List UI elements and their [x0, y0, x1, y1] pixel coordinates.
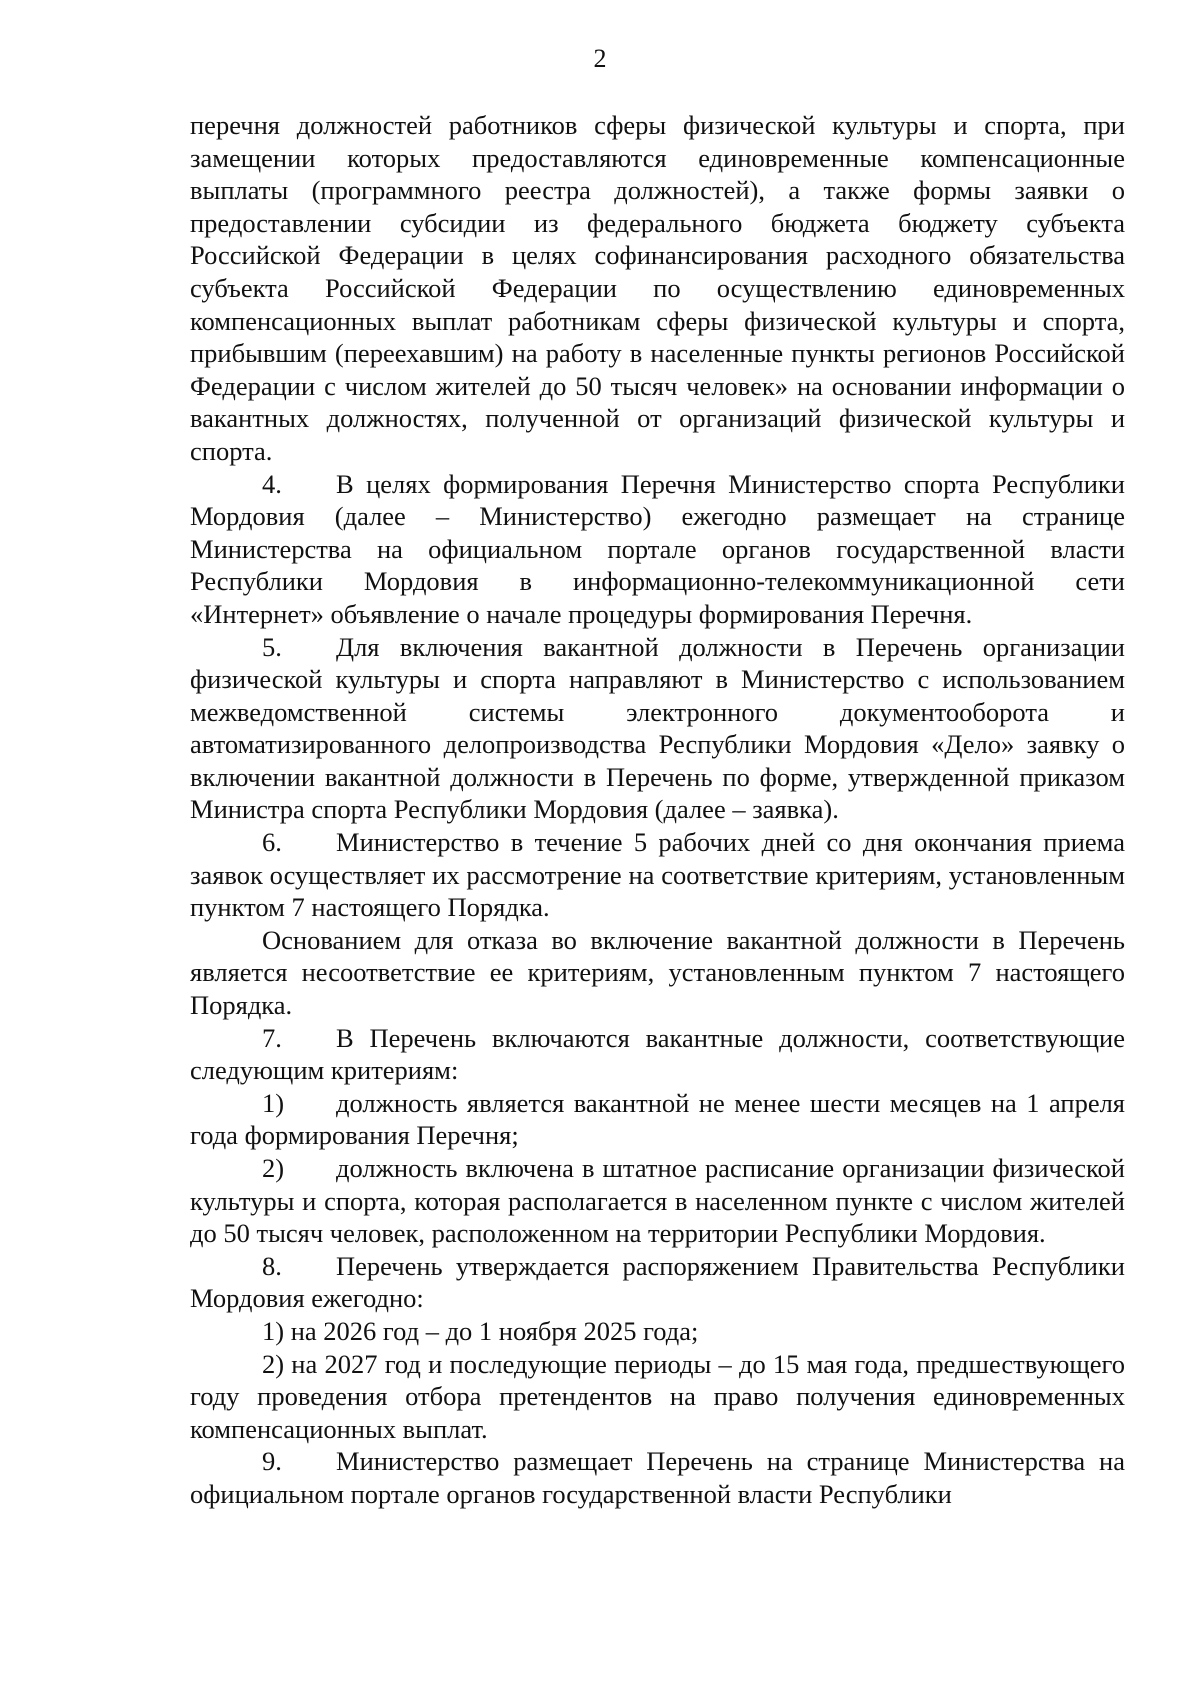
criterion-2: [190, 1152, 1125, 1250]
paragraph-9-number: 9.: [262, 1446, 282, 1477]
deadline-1: 1) на 2026 год – до 1 ноября 2025 года;: [262, 1315, 699, 1346]
paragraph-continuation: перечня должностей работников сферы физической культуры и спорта, при замещении которых предоставляются единовременные компенсационные выплаты (программного реестра должностей), а также формы заявки о предоставлении субсидии из федерального бюджета бюджету субъекта Российской Федерации в целях софинансирования расходного обязательства субъекта Российской Федерации по осуществлению единовременных компенсационных выплат работникам сферы физической культуры и спорта, прибывшим (переехавшим) на работу в населенные пункты регионов Российской Федерации с числом жителей до 50 тысяч человек» на основании информации о вакантных должностях, полученной от организаций физической культуры и спорта.: [190, 110, 1125, 466]
paragraph-9: [190, 1445, 1125, 1510]
paragraph-7: [190, 1022, 1125, 1087]
paragraph-7-text: В Перечень включаются вакантные должности, соответствующие следующим критериям:: [190, 1022, 1125, 1086]
paragraph-8: [190, 1250, 1125, 1315]
paragraph-5-text: Для включения вакантной должности в Перечень организации физической культуры и спорта направляют в Министерство с использованием межведомственной системы электронного документооборота и автоматизированного делопроизводства Республики Мордовия «Дело» заявку о включении вакантной должности в Перечень по форме, утвержденной приказом Министра спорта Республики Мордовия (далее – заявка).: [190, 631, 1125, 825]
paragraph-5: [190, 631, 1125, 827]
paragraph-8-number: 8.: [262, 1250, 282, 1281]
document-body: [190, 109, 1125, 1511]
paragraph-6: [190, 826, 1125, 924]
criterion-2-text: должность включена в штатное расписание организации физической культуры и спорта, которая располагается в населенном пункте с числом жителей до 50 тысяч человек, расположенном на территории Республики Мордовия.: [190, 1153, 1125, 1249]
criterion-2-number: 2): [262, 1153, 285, 1183]
paragraph-8-text: Перечень утверждается распоряжением Правительства Республики Мордовия ежегодно:: [190, 1250, 1125, 1314]
criterion-1: [190, 1087, 1125, 1152]
paragraph-4-number: 4.: [262, 468, 282, 499]
paragraph-5-number: 5.: [262, 631, 282, 662]
paragraph-7-number: 7.: [262, 1022, 282, 1053]
deadline-2: 2) на 2027 год и последующие периоды – до 15 мая года, предшествующего году проведения отбора претендентов на право получения единовременных компенсационных выплат.: [190, 1348, 1125, 1444]
paragraph-6-number: 6.: [262, 827, 282, 858]
page-number: 2: [593, 44, 607, 73]
paragraph-9-text: Министерство размещает Перечень на странице Министерства на официальном портале органов государственной власти Республики: [190, 1446, 1125, 1509]
paragraph-6-refusal: Основанием для отказа во включение вакантной должности в Перечень является несоответствие ее критериям, установленным пунктом 7 настоящего Порядка.: [190, 924, 1125, 1021]
paragraph-4: [190, 468, 1125, 631]
paragraph-4-text: В целях формирования Перечня Министерство спорта Республики Мордовия (далее – Министерство) ежегодно размещает на странице Министерства на официальном портале органов государственной власти Республики Мордовия в информационно-телекоммуникационной сети «Интернет» объявление о начале процедуры формирования Перечня.: [190, 468, 1125, 629]
paragraph-6-text: Министерство в течение 5 рабочих дней со дня окончания приема заявок осуществляет их рассмотрение на соответствие критериям, установленным пунктом 7 настоящего Порядка.: [190, 827, 1125, 923]
criterion-1-text: должность является вакантной не менее шести месяцев на 1 апреля года формирования Перечня;: [190, 1087, 1125, 1151]
criterion-1-number: 1): [262, 1087, 285, 1118]
